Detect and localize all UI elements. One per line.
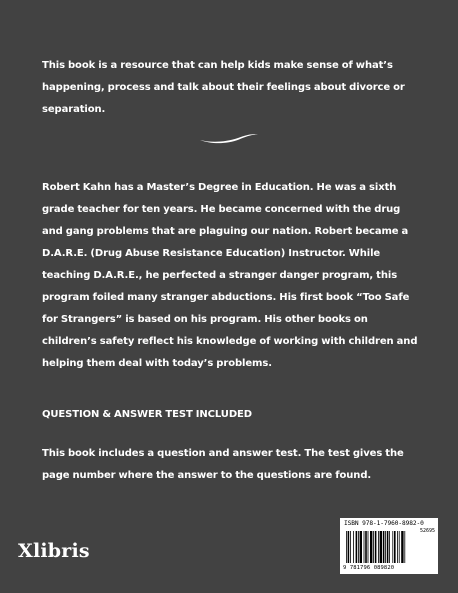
barcode-bar <box>385 531 386 563</box>
barcode-bar <box>397 531 398 563</box>
barcode-bar <box>365 531 367 563</box>
barcode-bar <box>375 531 377 563</box>
barcode-bar <box>358 531 359 563</box>
intro-paragraph: This book is a resource that can help kids make sense of what’s happening, process and talk about their feelings about divorce or separation. <box>42 60 405 115</box>
barcode-bar <box>392 531 393 563</box>
barcode-bar <box>387 531 389 563</box>
barcode-bar <box>360 531 362 563</box>
isbn-barcode <box>340 518 438 574</box>
barcode-bars <box>346 531 432 563</box>
barcode-bar <box>350 531 351 563</box>
barcode-bar <box>394 531 396 563</box>
isbn-addon: 52695 <box>420 528 436 534</box>
publisher-logo: Xlibris <box>18 540 90 562</box>
barcode-bar <box>378 531 379 563</box>
qa-heading: QUESTION & ANSWER TEST INCLUDED <box>42 409 252 420</box>
barcode-number: 9 781796 089820 <box>343 565 395 571</box>
barcode-bar <box>404 531 405 563</box>
qa-description: This book includes a question and answer test. The test gives the page number where the answer to the questions are found. <box>42 448 404 481</box>
barcode-bar <box>364 531 365 563</box>
barcode-bar <box>348 531 350 563</box>
barcode-bar <box>399 531 400 563</box>
barcode-bar <box>346 531 347 563</box>
barcode-bar <box>373 531 374 563</box>
author-bio: Robert Kahn has a Master’s Degree in Education. He was a sixth grade teacher for ten years. He became concerned with the drug and gang problems that are plaguing our nation. Robert became a D.A.R.E. (Drug Abuse Resistance Education) Instructor. While teaching D.A.R.E., he perfected a stranger danger program, this program foiled many stranger abductions. His first book “Too Safe for Strangers” is based on his program. His other books on children’s safety reflect his knowledge of working with children and helping them deal with today’s problems. <box>42 182 418 369</box>
barcode-bar <box>401 531 403 563</box>
barcode-bar <box>370 531 372 563</box>
barcode-bar <box>389 531 390 563</box>
barcode-bar <box>368 531 369 563</box>
barcode-bar <box>356 531 358 563</box>
barcode-bar <box>353 531 354 563</box>
barcode-bar <box>383 531 385 563</box>
isbn-label: ISBN 978-1-7960-8982-0 <box>344 520 424 527</box>
swash-divider-icon <box>198 130 260 146</box>
barcode-bar <box>380 531 382 563</box>
